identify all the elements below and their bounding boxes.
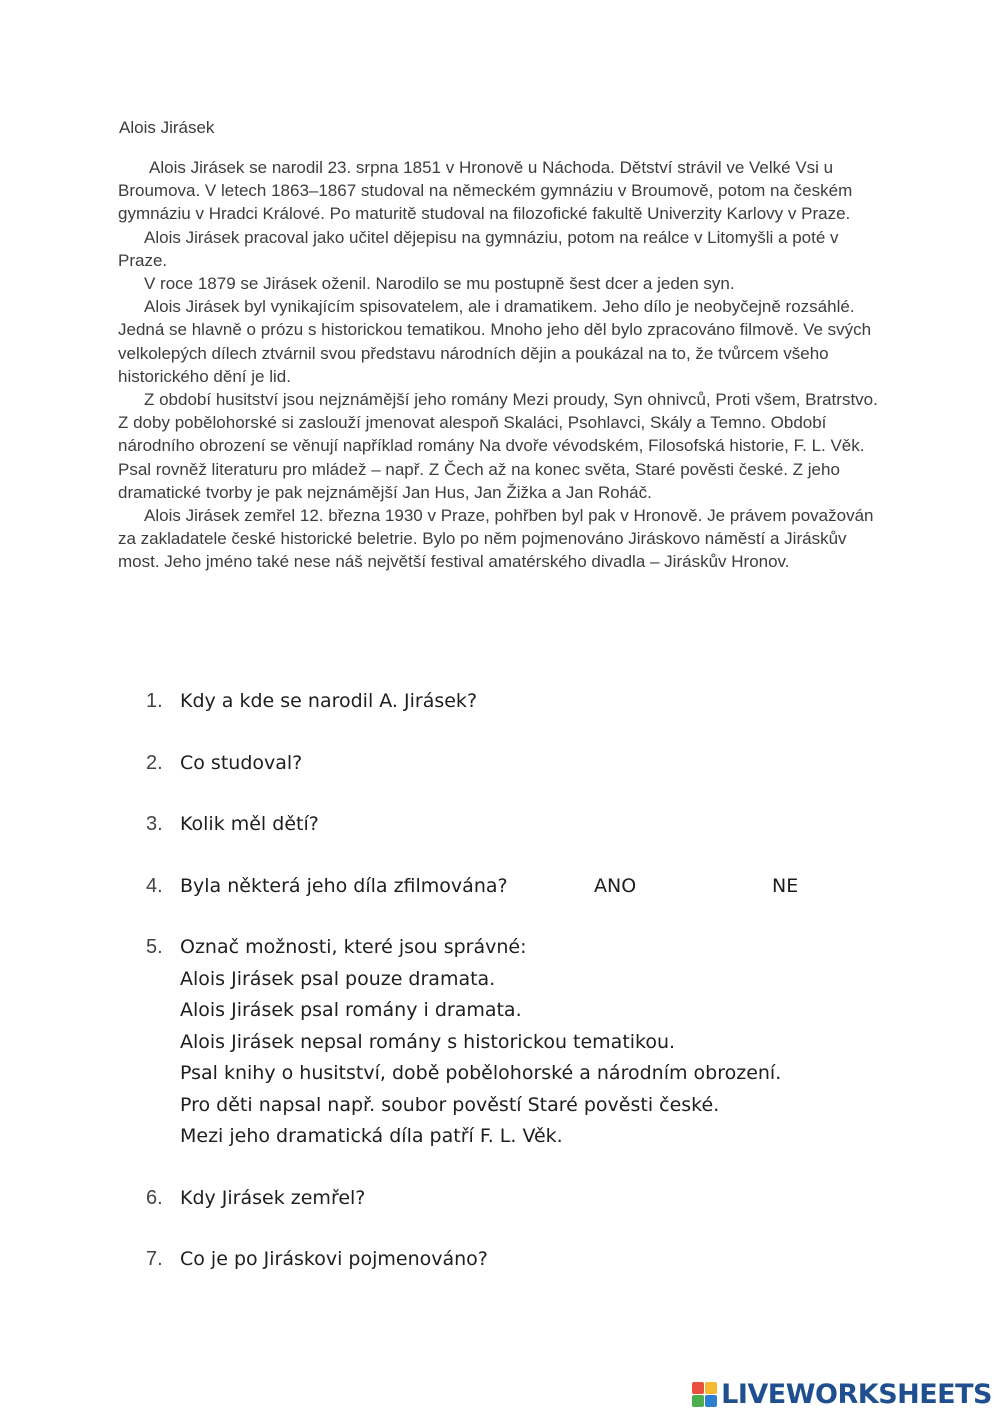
question-text: Co je po Jiráskovi pojmenováno? <box>180 1248 488 1270</box>
paragraph-death: Alois Jirásek zemřel 12. března 1930 v Praze, pohřben byl pak v Hronově. Je právem považován za zakladatele české historické beletrie. Bylo po něm pojmenováno Jiráskovo náměstí a Jiráskův most. Jeho jméno také nese náš největší festival amatérského divadla – Jiráskův Hronov. <box>118 506 874 572</box>
logo-square <box>692 1382 704 1394</box>
question-text: Kolik měl dětí? <box>180 813 319 835</box>
logo-square <box>705 1395 717 1407</box>
page-title: Alois Jirásek <box>119 118 215 137</box>
question-3 <box>146 809 906 841</box>
paragraph-birth: Alois Jirásek se narodil 23. srpna 1851 v Hronově u Náchoda. Dětství strávil ve Velké Vsi u Broumova. V letech 1863–1867 studoval na německém gymnáziu v Broumově, potom na českém gymnáziu v Hradci Králové. Po maturitě studoval na filozofické fakultě Univerzity Karlovy v Praze. <box>118 158 853 224</box>
article-text <box>118 156 888 574</box>
question-text: Označ možnosti, které jsou správné: <box>180 936 527 958</box>
question-number: 7. <box>146 1248 163 1270</box>
question-text: Kdy Jirásek zemřel? <box>180 1186 366 1209</box>
question-number: 1. <box>146 690 163 712</box>
question-number: 4. <box>146 874 163 897</box>
paragraph-family: V roce 1879 se Jirásek oženil. Narodilo se mu postupně šest dcer a jeden syn. <box>144 274 735 294</box>
paragraph-work: Alois Jirásek pracoval jako učitel dějepisu na gymnáziu, potom na reálce v Litomyšli a poté v Praze. <box>118 227 839 270</box>
question-text: Kdy a kde se narodil A. Jirásek? <box>180 690 478 712</box>
question-5 <box>146 932 906 1153</box>
question-text: Co studoval? <box>180 751 303 774</box>
question-list <box>146 686 906 1306</box>
logo-mark-icon <box>692 1382 717 1407</box>
answer-ano[interactable]: ANO <box>594 874 637 897</box>
answer-ne[interactable]: NE <box>772 874 799 897</box>
question-4 <box>146 871 906 903</box>
option-item[interactable]: Pro děti napsal např. soubor pověstí Staré pověsti české. <box>180 1093 720 1116</box>
question-number: 2. <box>146 751 163 774</box>
question-6 <box>146 1183 906 1215</box>
option-item[interactable]: Alois Jirásek nepsal romány s historickou tematikou. <box>180 1030 676 1053</box>
paragraph-writing: Alois Jirásek byl vynikajícím spisovatelem, ale i dramatikem. Jeho dílo je neobyčejně rozsáhlé. Jedná se hlavně o prózu s historickou tematikou. Mnoho jeho děl bylo zpracováno filmově. Ve svých velkolepých dílech ztvárnil svou představu národních dějin a poukázal na to, že tvůrcem všeho historického dění je lid. <box>118 297 872 386</box>
option-item[interactable]: Alois Jirásek psal romány i dramata. <box>180 999 522 1021</box>
liveworksheets-logo <box>692 1378 992 1410</box>
question-number: 3. <box>146 813 163 835</box>
option-list <box>180 964 906 1153</box>
question-1 <box>146 686 906 718</box>
logo-square <box>705 1382 717 1394</box>
question-number: 6. <box>146 1186 163 1209</box>
option-item[interactable]: Psal knihy o husitství, době pobělohorské a národním obrození. <box>180 1062 782 1084</box>
logo-square <box>692 1395 704 1407</box>
logo-text: LIVEWORKSHEETS <box>721 1378 992 1410</box>
question-number: 5. <box>146 936 163 958</box>
option-item[interactable]: Alois Jirásek psal pouze dramata. <box>180 967 496 990</box>
paragraph-novels: Z období husitství jsou nejznámější jeho romány Mezi proudy, Syn ohnivců, Proti všem, Bratrstvo. Z doby pobělohorské si zaslouží jmenovat alespoň Skaláci, Psohlavci, Skály a Temno. Období národního obrození se věnují například romány Na dvoře vévodském, Filosofská historie, F. L. Věk. Psal rovněž literaturu pro mládež – např. Z Čech až na konec světa, Staré pověsti české. Z jeho dramatické tvorby je pak nejznámější Jan Hus, Jan Žižka a Jan Roháč. <box>118 390 878 502</box>
question-2 <box>146 748 906 780</box>
question-text: Byla některá jeho díla zfilmována? <box>180 874 508 897</box>
option-item[interactable]: Mezi jeho dramatická díla patří F. L. Věk. <box>180 1125 563 1147</box>
question-7 <box>146 1244 906 1276</box>
